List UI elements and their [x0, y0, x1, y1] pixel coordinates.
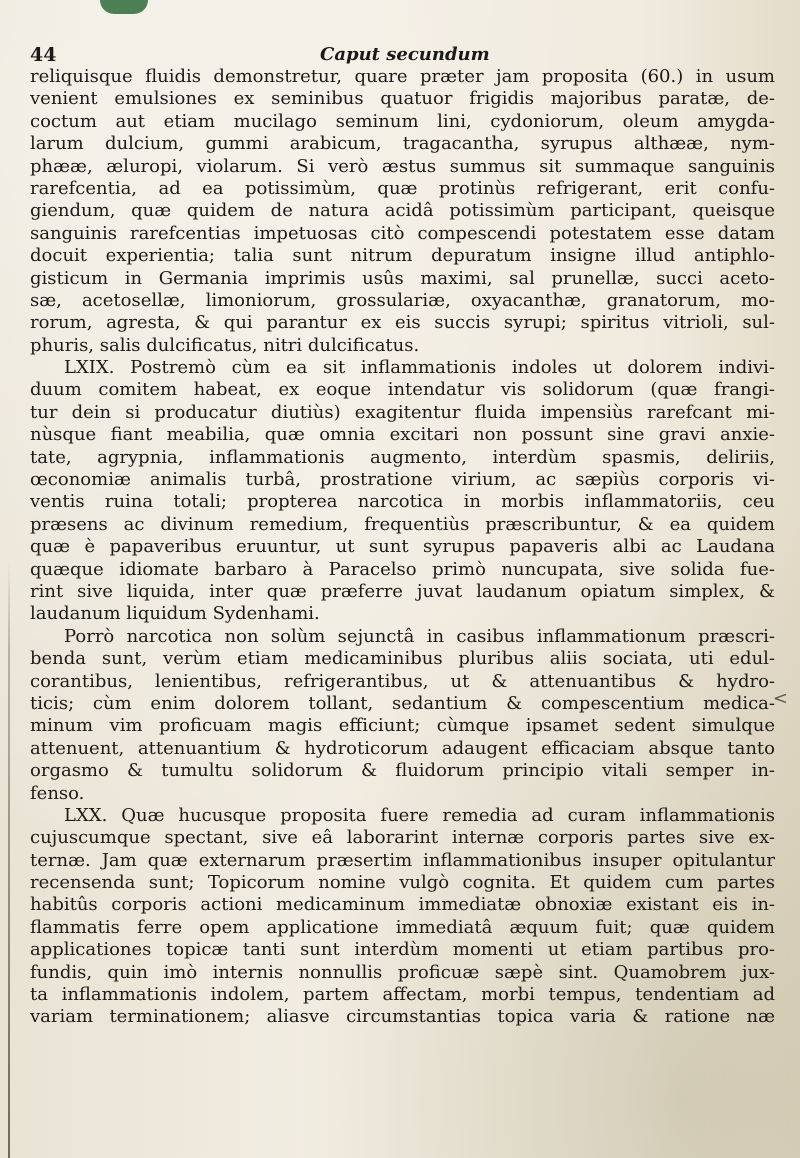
text-line: phææ, æluropi, violarum. Si verò æstus summus sit summaque sanguinis [30, 155, 775, 177]
text-line: habitûs corporis actioni medicaminum immediatæ obnoxiæ existant eis in- [30, 894, 775, 916]
text-line: sæ, acetosellæ, limoniorum, grossulariæ, oxyacanthæ, granatorum, mo- [30, 289, 775, 311]
text-line: attenuent, attenuantium & hydroticorum adaugent efficaciam absque tanto [30, 737, 775, 759]
text-line: fundis, quin imò internis nonnullis proficuæ sæpè sint. Quamobrem jux- [30, 961, 775, 983]
text-line: larum dulcium, gummi arabicum, tragacantha, syrupus althææ, nym- [30, 133, 775, 155]
text-line: ventis ruina totali; propterea narcotica in morbis inflammatoriis, ceu [30, 491, 775, 513]
text-line: rarefcentia, ad ea potissimùm, quæ protinùs refrigerant, erit confu- [30, 177, 775, 199]
text-line: rint sive liquida, inter quæ præferre juvat laudanum opiatum simplex, & [30, 580, 775, 602]
text-line: corantibus, lenientibus, refrigerantibus, ut & attenuantibus & hydro- [30, 670, 775, 692]
text-line: præsens ac divinum remedium, frequentiùs præscribuntur, & ea quidem [30, 513, 775, 535]
body-text [30, 66, 775, 1029]
text-line: variam terminationem; aliasve circumstantias topica varia & ratione næ [30, 1006, 775, 1028]
green-ink-stain [100, 0, 148, 14]
text-line: duum comitem habeat, ex eoque intendatur vis solidorum (quæ frangi- [30, 379, 775, 401]
text-line: docuit experientia; talia sunt nitrum depuratum insigne illud antiphlo- [30, 245, 775, 267]
text-line: ta inflammationis indolem, partem affectam, morbi tempus, tendentiam ad [30, 984, 775, 1006]
text-line: laudanum liquidum Sydenhami. [30, 603, 320, 625]
text-line: giendum, quæ quidem de natura acidâ potissimùm participant, queisque [30, 200, 775, 222]
text-line: minum vim proficuam magis efficiunt; cùmque ipsamet sedent simulque [30, 715, 775, 737]
text-line: sanguinis rarefcentias impetuosas citò compescendi potestatem esse datam [30, 222, 775, 244]
text-line: recensenda sunt; Topicorum nomine vulgò cognita. Et quidem cum partes [30, 872, 775, 894]
text-line: ticis; cùm enim dolorem tollant, sedantium & compescentium medica- [30, 692, 775, 714]
text-line: gisticum in Germania imprimis usûs maximi, sal prunellæ, succi aceto- [30, 267, 775, 289]
margin-mark: < [772, 688, 788, 709]
running-head: Caput secundum [320, 44, 490, 65]
page-number: 44 [30, 44, 57, 66]
paragraph-porro-start: Porrò narcotica non solùm sejunctâ in casibus inflammationum præscri- [64, 625, 775, 647]
text-line: phuris, salis dulcificatus, nitri dulcificatus. [30, 334, 420, 356]
text-line: tur dein si producatur diutiùs) exagitentur fluida impensiùs rarefcant mi- [30, 401, 775, 423]
gutter-shadow [8, 560, 10, 1158]
text-line: venient emulsiones ex seminibus quatuor frigidis majoribus paratæ, de- [30, 88, 775, 110]
text-line: ternæ. Jam quæ externarum præsertim inflammationibus insuper opitulantur [30, 849, 775, 871]
text-line: benda sunt, verùm etiam medicaminibus pluribus aliis sociata, uti edul- [30, 648, 775, 670]
text-line: fenso. [30, 782, 85, 804]
paragraph-lxix-start: LXIX. Postremò cùm ea sit inflammationis indoles ut dolorem indivi- [64, 357, 775, 379]
text-line: quæ è papaveribus eruuntur, ut sunt syrupus papaveris albi ac Laudana [30, 536, 775, 558]
text-line: flammatis ferre opem applicatione immediatâ æquum fuit; quæ quidem [30, 916, 775, 938]
text-line: cujuscumque spectant, sive eâ laborarint internæ corporis partes sive ex- [30, 827, 775, 849]
text-line: orgasmo & tumultu solidorum & fluidorum principio vitali semper in- [30, 760, 775, 782]
text-line: coctum aut etiam mucilago seminum lini, cydoniorum, oleum amygda- [30, 110, 775, 132]
text-line: rorum, agresta, & qui parantur ex eis succis syrupi; spiritus vitrioli, sul- [30, 312, 775, 334]
text-line: nùsque fiant meabilia, quæ omnia excitari non possunt sine gravi anxie- [30, 424, 775, 446]
text-line: applicationes topicæ tanti sunt interdùm momenti ut etiam partibus pro- [30, 939, 775, 961]
paragraph-lxx-start: LXX. Quæ hucusque proposita fuere remedia ad curam inflammationis [64, 804, 775, 826]
text-line: reliquisque fluidis demonstretur, quare præter jam proposita (60.) in usum [30, 66, 775, 87]
text-line: tate, agrypnia, inflammationis augmento, interdùm spasmis, deliriis, [30, 446, 775, 468]
text-line: œconomiæ animalis turbâ, prostratione virium, ac sæpiùs corporis vi- [30, 469, 775, 491]
text-line: quæque idiomate barbaro à Paracelso primò nuncupata, sive solida fue- [30, 558, 775, 580]
